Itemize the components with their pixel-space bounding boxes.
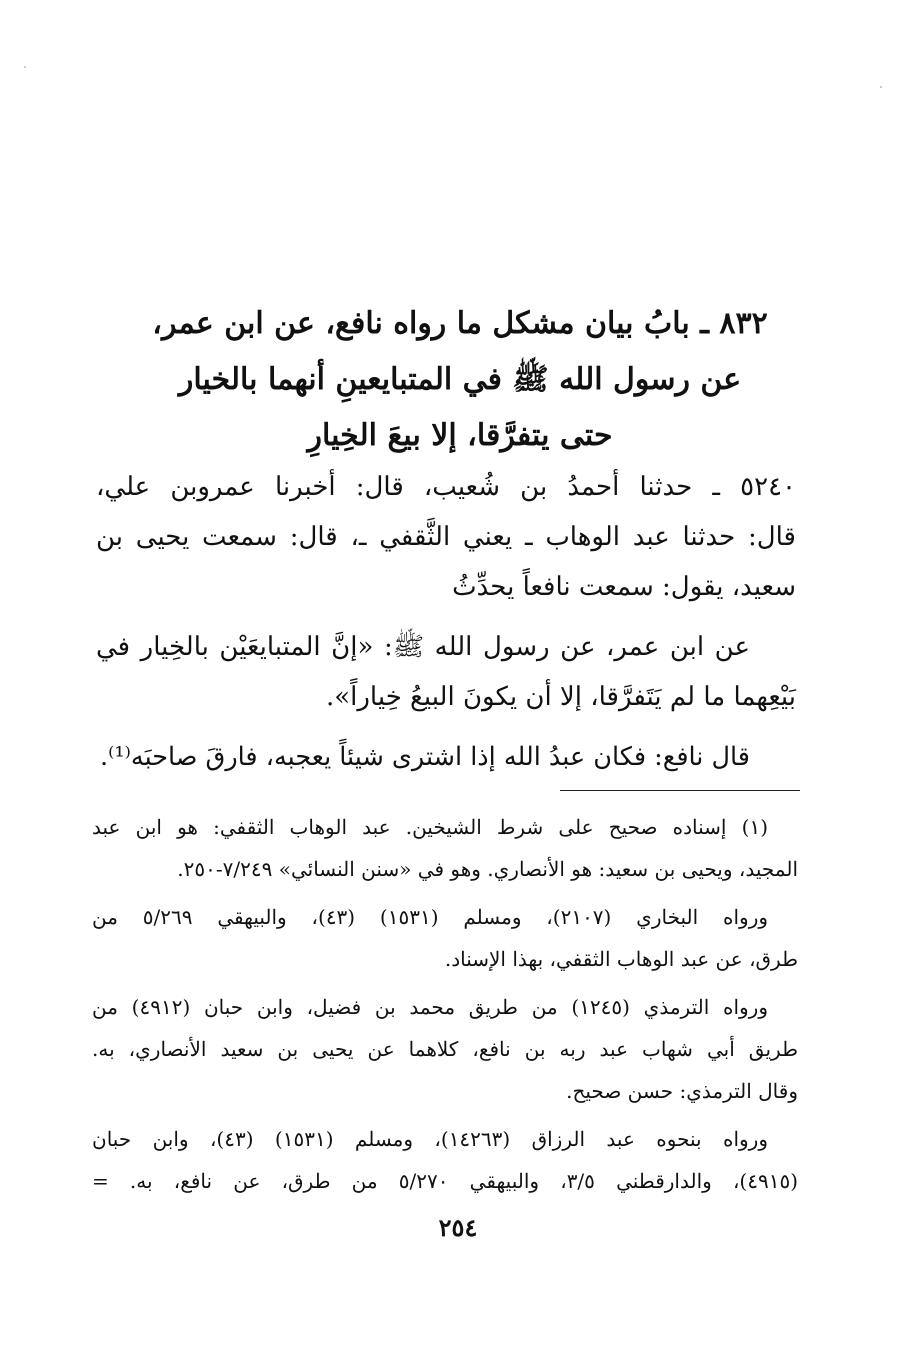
footnote-line: ورواه الترمذي (١٢٤٥) من طريق محمد بن فضيل، وابن حبان (٤٩١٢) من	[92, 995, 768, 1019]
chapter-heading	[120, 296, 800, 464]
matn-line: عن ابن عمر، عن رسول الله ﷺ: «إنَّ المتبايعَيْن بالخِيار في	[96, 632, 750, 662]
matn-line: بَيْعِهما ما لم يَتَفرَّقا، إلا أن يكونَ البيعُ خِياراً».	[325, 682, 796, 712]
closing-line: قال نافع: فكان عبدُ الله إذا اشترى شيئاً يعجبه، فارقَ صاحبَه⁽¹⁾.	[100, 742, 750, 772]
chapter-heading-line: حتى يتفرَّقا، إلا بيعَ الخِيارِ	[307, 418, 613, 453]
footnote-line: وقال الترمذي: حسن صحيح.	[566, 1079, 798, 1103]
footnotes	[92, 806, 798, 1202]
footnote-line: (١) إسناده صحيح على شرط الشيخين. عبد الوهاب الثقفي: هو ابن عبد	[92, 815, 768, 839]
isnad-line: قال: حدثنا عبد الوهاب ـ يعني الثَّقفي ـ، قال: سمعت يحيى بن	[96, 522, 796, 552]
footnote-line: (٤٩١٥)، والدارقطني ٣/٥، والبيهقي ٥/٢٧٠ من طرق، عن نافع، به. =	[92, 1169, 798, 1193]
scan-speck	[880, 86, 882, 88]
footnote-line: ورواه بنحوه عبد الرزاق (١٤٢٦٣)، ومسلم (١٥٣١) (٤٣)، وابن حبان	[92, 1127, 768, 1151]
isnad-line: ٥٢٤٠ ـ حدثنا أحمدُ بن شُعيب، قال: أخبرنا عمروبن علي،	[96, 472, 796, 502]
chapter-heading-line: عن رسول الله ﷺ في المتبايعينِ أنهما بالخيار	[178, 362, 742, 397]
footnote-line: ورواه البخاري (٢١٠٧)، ومسلم (١٥٣١) (٤٣)، والبيهقي ٥/٢٦٩ من	[92, 905, 769, 929]
chapter-heading-line: ٨٣٢ ـ بابُ بيان مشكل ما رواه نافع، عن ابن عمر،	[152, 306, 768, 341]
footnote-divider	[560, 790, 800, 791]
scan-speck	[24, 66, 26, 68]
page-number: ٢٥٤	[438, 1213, 478, 1242]
isnad-line: سعيد، يقول: سمعت نافعاً يحدِّثُ	[452, 572, 796, 602]
footnote-line: طريق أبي شهاب عبد ربه بن نافع، كلاهما عن يحيى بن سعيد الأنصاري، به.	[92, 1037, 798, 1061]
footnote-line: طرق، عن عبد الوهاب الثقفي، بهذا الإسناد.	[444, 947, 798, 971]
footnote-line: المجيد، ويحيى بن سعيد: هو الأنصاري. وهو في «سنن النسائي» ٧/٢٤٩-٢٥٠.	[177, 857, 798, 881]
hadith-text	[96, 462, 796, 782]
